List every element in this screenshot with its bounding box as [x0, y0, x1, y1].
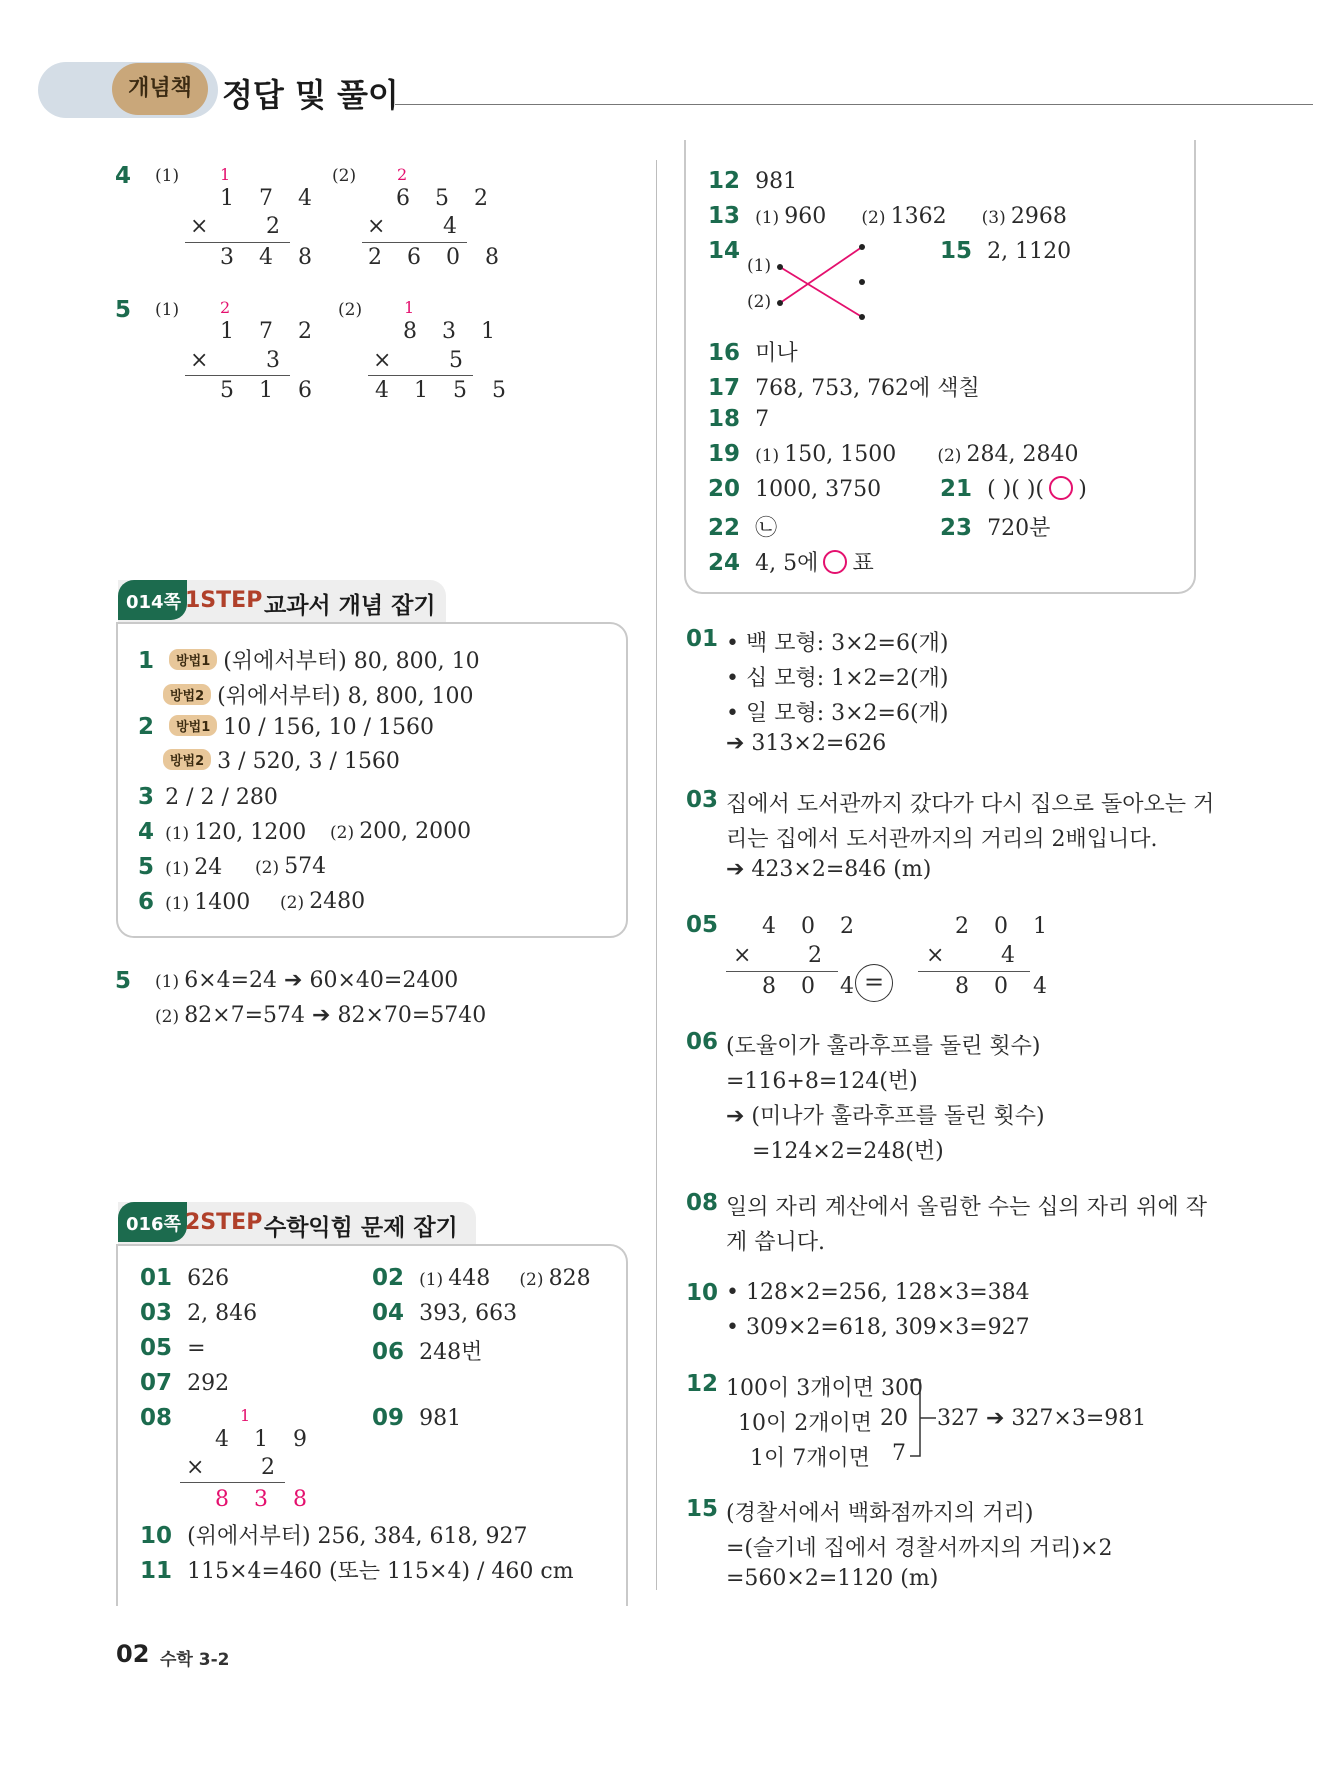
r14-l1: (1)	[747, 256, 772, 276]
sol-05b-top: 2 0 1	[955, 914, 1056, 939]
r-q19: 19	[708, 441, 741, 467]
p5b-result: 4 1 5 5	[375, 378, 515, 403]
s2-l2: (2)	[519, 1270, 544, 1290]
s1-num-1: 1	[138, 648, 155, 674]
r-q22: 22	[708, 515, 741, 541]
p5b-line	[368, 375, 473, 376]
p4b-result: 2 6 0 8	[368, 245, 508, 270]
sol-05a-top: 4 0 2	[762, 914, 863, 939]
r-row-21	[940, 476, 1087, 502]
step1-title: 교과서 개념 잡기	[264, 593, 436, 619]
r-q21: 21	[940, 476, 973, 502]
p4b-label: (2)	[332, 166, 357, 186]
s1-r4a: 120, 1200	[194, 820, 307, 845]
sol-10-l2: • 309×2=618, 309×3=927	[726, 1315, 1030, 1340]
s2-row-05	[140, 1335, 206, 1361]
p5b-label: (2)	[338, 300, 363, 320]
footer-page-number: 02	[116, 1640, 150, 1668]
header-rule	[395, 104, 1313, 105]
sol-05b-times: ×	[926, 943, 945, 968]
r-a15: 2, 1120	[987, 239, 1072, 264]
r-q23: 23	[940, 515, 973, 541]
s2-a08-carry: 1	[240, 1406, 251, 1425]
r-a23: 720분	[987, 516, 1051, 541]
s2-row-11	[140, 1554, 574, 1585]
s2-q04: 04	[372, 1300, 405, 1326]
p4a-top: 1 7 4	[220, 186, 321, 211]
sol-12-l3v: 7	[892, 1441, 906, 1466]
r-row-16	[708, 336, 798, 367]
p4b-carry: 2	[397, 165, 408, 184]
r-row-15	[940, 238, 1071, 264]
step2-title: 수학익힘 문제 잡기	[264, 1215, 458, 1241]
r-a20: 1000, 3750	[755, 477, 882, 502]
p5b-carry: 1	[404, 298, 415, 317]
sol-05b-result: 8 0 4	[955, 974, 1056, 999]
p4a-line	[185, 242, 290, 243]
r14-l2: (2)	[747, 292, 772, 312]
s2-a02a: 448	[448, 1266, 491, 1291]
s2-a08-result: 8 3 8	[215, 1487, 316, 1512]
s1-l1: (1)	[165, 824, 190, 844]
p5a-label: (1)	[155, 300, 180, 320]
s1-num-5: 5	[138, 854, 155, 880]
p4a-times: ×	[190, 214, 209, 239]
s2-a08-top: 4 1 9	[215, 1427, 316, 1452]
r-row-12	[708, 168, 797, 194]
sol-06-l4: =124×2=248(번)	[752, 1139, 944, 1164]
sol-01-l2: • 십 모형: 1×2=2(개)	[726, 666, 949, 691]
step1-row-5b	[255, 854, 326, 879]
sol-05a-times: ×	[733, 943, 752, 968]
problem-5-number: 5	[115, 297, 132, 323]
step1-row-4b	[330, 819, 471, 844]
s1-num-4: 4	[138, 819, 155, 845]
problem-4-number: 4	[115, 163, 132, 189]
s2-q03: 03	[140, 1300, 173, 1326]
after5-l2: (2)	[155, 1007, 180, 1027]
sol-05-eq-circle	[855, 964, 893, 1002]
sol-03-number: 03	[686, 787, 719, 813]
s1-r6a: 1400	[194, 890, 251, 915]
r-row-20	[708, 476, 881, 502]
r-a13c: 2968	[1010, 204, 1067, 229]
p5b-times: ×	[373, 348, 392, 373]
s2-row-10	[140, 1519, 527, 1550]
r-l1: (1)	[755, 208, 780, 228]
sol-05-eq: =	[855, 964, 893, 1002]
s2-q02: 02	[372, 1265, 405, 1291]
r-q16: 16	[708, 340, 741, 366]
s1-l2-5: (2)	[255, 858, 280, 878]
after5-number: 5	[115, 968, 132, 994]
p5a-result: 5 1 6	[220, 378, 321, 403]
r24-circle-mark	[823, 550, 847, 574]
s1-r1b: (위에서부터) 8, 800, 100	[217, 684, 474, 709]
s2-a08-mult: 2	[261, 1455, 275, 1480]
sol-05b-line	[918, 971, 1030, 972]
sol-05a-mult: 2	[808, 943, 822, 968]
after5-b	[155, 1003, 486, 1028]
p5a-carry: 2	[220, 298, 231, 317]
r14-matching-diagram	[770, 235, 880, 325]
s2-a01: 626	[187, 1266, 230, 1291]
r14-dot-right-3	[859, 314, 865, 320]
r-a19b: 284, 2840	[966, 442, 1079, 467]
r-a24a: 4, 5에	[755, 551, 819, 576]
step2-step-label: 2STEP	[185, 1210, 263, 1235]
s2-a08-times: ×	[186, 1455, 205, 1480]
sol-05a-result: 8 0 4	[762, 974, 863, 999]
s1-r6b: 2480	[309, 889, 366, 914]
s2-q10: 10	[140, 1523, 173, 1549]
s1-num-6: 6	[138, 889, 155, 915]
s1-r1: (위에서부터) 80, 800, 10	[223, 649, 480, 674]
r-q20: 20	[708, 476, 741, 502]
s2-a09: 981	[419, 1406, 462, 1431]
s2-a05: =	[187, 1336, 206, 1361]
s2-a03: 2, 846	[187, 1301, 258, 1326]
footer-subject: 수학 3-2	[160, 1650, 230, 1670]
s1-l2-6: (2)	[280, 893, 305, 913]
r-q15: 15	[940, 238, 973, 264]
step1-row-5	[138, 854, 222, 880]
step1-row-2	[138, 714, 434, 740]
r21-circle-mark	[1049, 476, 1073, 500]
r-row-22	[708, 511, 777, 542]
s2-row-04	[372, 1300, 517, 1326]
sol-15-number: 15	[686, 1496, 719, 1522]
p4a-result: 3 4 8	[220, 245, 321, 270]
s2-row-09	[372, 1405, 461, 1431]
sol-03-l2: 리는 집에서 도서관까지의 거리의 2배입니다.	[726, 827, 1158, 852]
s1-r2b: 3 / 520, 3 / 1560	[217, 749, 400, 774]
step1-row-2b	[163, 749, 400, 774]
column-divider	[656, 160, 657, 1590]
r-a18: 7	[755, 407, 770, 432]
step2-page-pill: 016쪽	[118, 1202, 187, 1242]
sol-06-l1: (도율이가 훌라후프를 돌린 횟수)	[726, 1034, 1041, 1059]
sol-05-number: 05	[686, 912, 719, 938]
s1-r4b: 200, 2000	[359, 819, 472, 844]
s2-a06: 248번	[419, 1340, 483, 1365]
sol-08-l1: 일의 자리 계산에서 올림한 수는 십의 자리 위에 작	[726, 1195, 1207, 1220]
p5a-times: ×	[190, 348, 209, 373]
r-q13: 13	[708, 203, 741, 229]
s1-l1-5: (1)	[165, 859, 190, 879]
s2-row-06	[372, 1335, 482, 1366]
step1-page-pill: 014쪽	[118, 580, 187, 620]
p4a-carry: 1	[220, 165, 231, 184]
step1-row-1	[138, 644, 480, 675]
sol-06-number: 06	[686, 1029, 719, 1055]
r-l3: (3)	[981, 208, 1006, 228]
s1-method1-tag: 방법1	[169, 649, 217, 670]
r-l2: (2)	[861, 208, 886, 228]
r-row-14	[708, 238, 740, 264]
r14-dot-left-1	[777, 264, 783, 270]
sol-15-l2: =(슬기네 집에서 경찰서까지의 거리)×2	[726, 1536, 1113, 1561]
s1-method2-tag-2: 방법2	[163, 749, 211, 770]
p4b-line	[362, 242, 467, 243]
sol-05b-mult: 4	[1001, 943, 1015, 968]
r-q18: 18	[708, 406, 741, 432]
r-a17: 768, 753, 762에 색칠	[755, 376, 980, 401]
sol-10-l1: • 128×2=256, 128×3=384	[726, 1280, 1030, 1305]
r-a12: 981	[755, 169, 798, 194]
sol-12-number: 12	[686, 1371, 719, 1397]
s1-method1-tag-2: 방법1	[169, 715, 217, 736]
s2-a04: 393, 663	[419, 1301, 518, 1326]
r-a16: 미나	[755, 341, 798, 366]
sol-15-l3: =560×2=1120 (m)	[726, 1566, 939, 1591]
p4b-times: ×	[367, 214, 386, 239]
after5-a	[155, 968, 458, 993]
r-q17: 17	[708, 375, 741, 401]
s2-q08: 08	[140, 1405, 173, 1431]
p5b-mult: 5	[449, 348, 463, 373]
r-a13b: 1362	[890, 204, 947, 229]
r-row-13	[708, 203, 1067, 229]
step1-row-6b	[280, 889, 365, 914]
sol-08-number: 08	[686, 1190, 719, 1216]
step1-row-4	[138, 819, 306, 845]
r-row-17	[708, 371, 980, 402]
r-a21b: )	[1078, 477, 1087, 502]
r-row-24	[708, 546, 874, 577]
p5b-top: 8 3 1	[403, 319, 504, 344]
s2-q05: 05	[140, 1335, 173, 1361]
after5-l1: (1)	[155, 972, 180, 992]
sol-10-number: 10	[686, 1280, 719, 1306]
r-a19a: 150, 1500	[784, 442, 897, 467]
step1-row-3	[138, 784, 278, 810]
r-row-19	[708, 441, 1079, 467]
p4b-mult: 4	[443, 214, 457, 239]
r-a13a: 960	[784, 204, 827, 229]
sol-12-l3: 1이 7개이면	[750, 1446, 870, 1471]
s2-q09: 09	[372, 1405, 405, 1431]
s1-r3: 2 / 2 / 280	[165, 785, 278, 810]
p4a-label: (1)	[155, 166, 180, 186]
s2-a08-line	[180, 1482, 285, 1483]
s1-method2-tag: 방법2	[163, 684, 211, 705]
step1-row-1b	[163, 679, 474, 710]
s2-q01: 01	[140, 1265, 173, 1291]
sol-12-l1: 100이 3개이면 300	[726, 1376, 923, 1401]
header-badge: 개념책	[112, 63, 208, 115]
sol-12-mid: 327 ➔ 327×3=981	[937, 1406, 1147, 1431]
s1-r2: 10 / 156, 10 / 1560	[223, 715, 435, 740]
sol-01-l1: • 백 모형: 3×2=6(개)	[726, 631, 949, 656]
r14-dot-right-1	[859, 244, 865, 250]
s2-row-07	[140, 1370, 229, 1396]
r19-l1: (1)	[755, 446, 780, 466]
sol-01-l3: • 일 모형: 3×2=6(개)	[726, 701, 949, 726]
sol-01-number: 01	[686, 626, 719, 652]
s2-row-01	[140, 1265, 229, 1291]
r-q12: 12	[708, 168, 741, 194]
s2-row-03	[140, 1300, 257, 1326]
sol-06-l2: =116+8=124(번)	[726, 1069, 918, 1094]
s2-a10: (위에서부터) 256, 384, 618, 927	[187, 1524, 528, 1549]
r-a22: ㉡	[755, 516, 778, 541]
page-title: 정답 및 풀이	[222, 76, 399, 114]
s2-l1: (1)	[419, 1270, 444, 1290]
s2-q06: 06	[372, 1339, 405, 1365]
s2-row-02	[372, 1265, 591, 1291]
p5a-mult: 3	[266, 348, 280, 373]
r19-l2: (2)	[937, 446, 962, 466]
s2-a07: 292	[187, 1371, 230, 1396]
r-a21a: ( )( )(	[987, 477, 1045, 502]
p4a-mult: 2	[266, 214, 280, 239]
after5-a-text: 6×4=24 ➔ 60×40=2400	[184, 968, 459, 993]
sol-03-l3: ➔ 423×2=846 (m)	[726, 857, 932, 882]
step1-row-6	[138, 889, 250, 915]
s2-a02b: 828	[548, 1266, 591, 1291]
s2-q07: 07	[140, 1370, 173, 1396]
sol-03-l1: 집에서 도서관까지 갔다가 다시 집으로 돌아오는 거	[726, 792, 1215, 817]
r-row-23	[940, 511, 1050, 542]
s1-num-2: 2	[138, 714, 155, 740]
r14-dot-left-2	[777, 300, 783, 306]
p4b-top: 6 5 2	[396, 186, 497, 211]
after5-b-text: 82×7=574 ➔ 82×70=5740	[184, 1003, 487, 1028]
sol-05a-line	[726, 971, 838, 972]
r14-dot-right-2	[859, 279, 865, 285]
r-q24: 24	[708, 550, 741, 576]
sol-12-brace	[908, 1378, 938, 1458]
step1-step-label: 1STEP	[185, 588, 263, 613]
s1-r5a: 24	[194, 855, 223, 880]
s2-q11: 11	[140, 1558, 173, 1584]
r-q14: 14	[708, 238, 741, 264]
s1-r5b: 574	[284, 854, 327, 879]
s2-row-08	[140, 1405, 172, 1431]
p5a-line	[185, 375, 290, 376]
s2-a11: 115×4=460 (또는 115×4) / 460 cm	[187, 1559, 574, 1584]
sol-12-l2: 10이 2개이면	[738, 1411, 872, 1436]
sol-06-l3: ➔ (미나가 훌라후프를 돌린 횟수)	[726, 1104, 1045, 1129]
s1-num-3: 3	[138, 784, 155, 810]
sol-01-l4: ➔ 313×2=626	[726, 731, 887, 756]
sol-08-l2: 게 씁니다.	[726, 1230, 825, 1255]
s1-l2: (2)	[330, 823, 355, 843]
sol-12-l2v: 20	[880, 1406, 908, 1431]
r-a24b: 표	[852, 551, 874, 576]
s1-l1-6: (1)	[165, 894, 190, 914]
r-row-18	[708, 406, 769, 432]
p5a-top: 1 7 2	[220, 319, 321, 344]
sol-15-l1: (경찰서에서 백화점까지의 거리)	[726, 1501, 1034, 1526]
